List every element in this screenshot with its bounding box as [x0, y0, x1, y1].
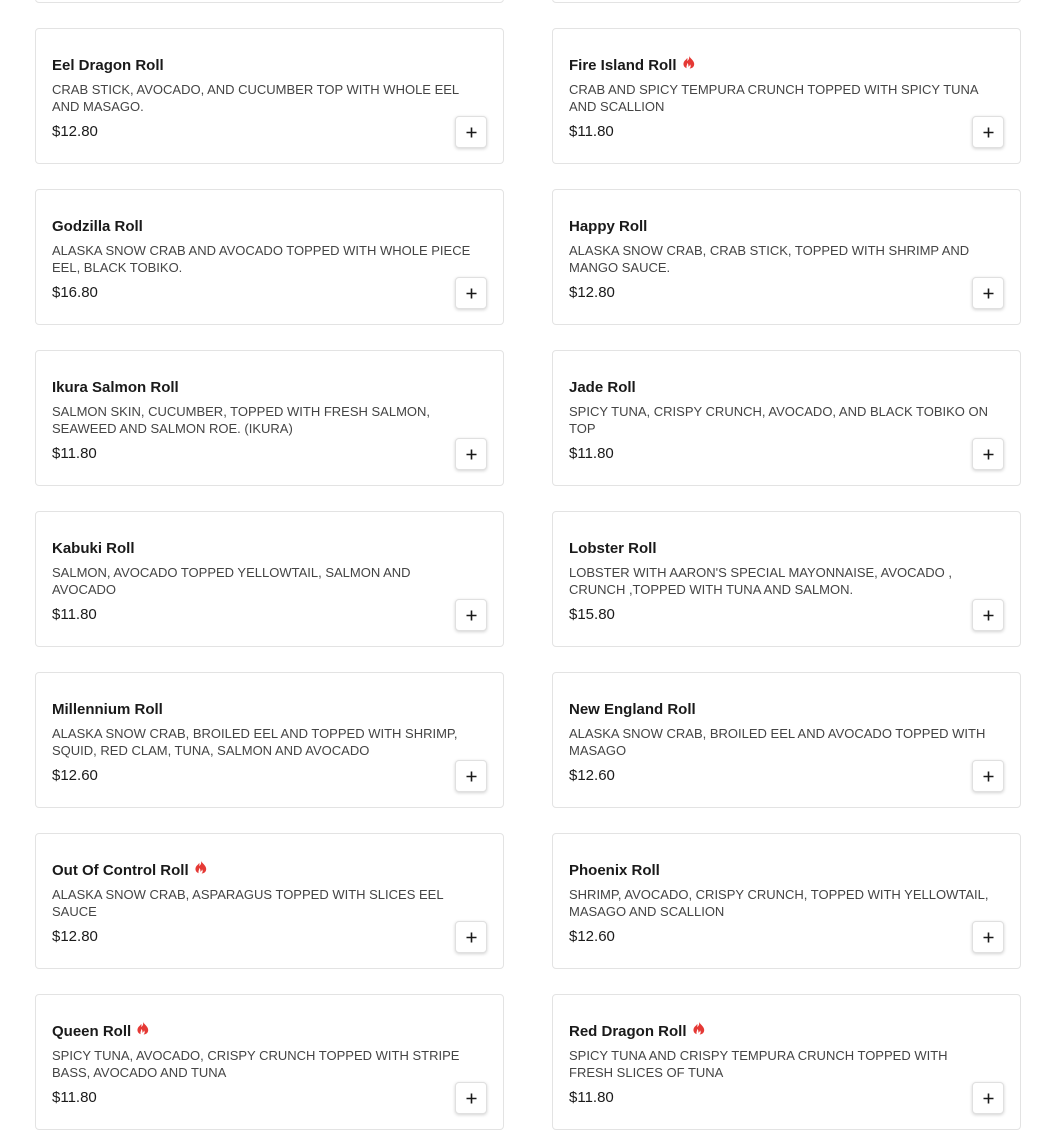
add-to-cart-button[interactable] — [972, 760, 1004, 792]
menu-item-name: Out Of Control Roll — [52, 861, 189, 879]
menu-item-card[interactable] — [552, 672, 1021, 808]
menu-item-title-row — [569, 55, 695, 75]
plus-icon — [466, 932, 477, 943]
plus-icon — [983, 610, 994, 621]
menu-item-price: $11.80 — [569, 1089, 614, 1106]
plus-icon — [466, 771, 477, 782]
add-to-cart-button[interactable] — [455, 1082, 487, 1114]
menu-item-price: $11.80 — [569, 445, 614, 462]
menu-item-name: Queen Roll — [52, 1022, 132, 1040]
add-to-cart-button[interactable] — [972, 599, 1004, 631]
spicy-flame-icon — [693, 1021, 705, 1035]
menu-item-card[interactable] — [35, 28, 504, 164]
menu-item-description: CRAB STICK, AVOCADO, AND CUCUMBER TOP WITH WHOLE EEL AND MASAGO. — [52, 82, 459, 114]
menu-item-description: ALASKA SNOW CRAB, ASPARAGUS TOPPED WITH SLICES EEL SAUCE — [52, 887, 444, 919]
menu-item-price: $12.80 — [569, 284, 615, 301]
plus-icon — [466, 449, 477, 460]
menu-item-name: Jade Roll — [569, 378, 636, 396]
spicy-flame-icon — [683, 55, 695, 69]
menu-item-title-row — [569, 699, 696, 719]
menu-item-name: Happy Roll — [569, 217, 648, 235]
menu-item-title-row — [569, 860, 660, 880]
menu-item-description: SALMON SKIN, CUCUMBER, TOPPED WITH FRESH SALMON, SEAWEED AND SALMON ROE. (IKURA) — [52, 404, 431, 436]
menu-item-name: Phoenix Roll — [569, 861, 660, 879]
menu-item-price: $12.60 — [569, 767, 615, 784]
menu-item-price: $11.80 — [52, 445, 97, 462]
menu-item-name: Red Dragon Roll — [569, 1022, 687, 1040]
add-to-cart-button[interactable] — [455, 438, 487, 470]
menu-item-price: $12.60 — [52, 767, 98, 784]
plus-icon — [466, 610, 477, 621]
menu-item-card[interactable] — [35, 994, 504, 1130]
plus-icon — [983, 771, 994, 782]
menu-item-price: $12.80 — [52, 928, 98, 945]
menu-item-card[interactable] — [35, 350, 504, 486]
add-to-cart-button[interactable] — [455, 599, 487, 631]
menu-item-name: Lobster Roll — [569, 539, 657, 557]
menu-item-title-row — [52, 699, 163, 719]
menu-item-title-row — [569, 1021, 705, 1041]
menu-item-description: LOBSTER WITH AARON'S SPECIAL MAYONNAISE, AVOCADO , CRUNCH ,TOPPED WITH TUNA AND SALMON. — [569, 565, 952, 597]
menu-item-price: $11.80 — [569, 123, 614, 140]
menu-item-price: $11.80 — [52, 606, 97, 623]
menu-item-name: New England Roll — [569, 700, 696, 718]
plus-icon — [466, 127, 477, 138]
plus-icon — [983, 1093, 994, 1104]
menu-item-price: $15.80 — [569, 606, 615, 623]
menu-item-name: Fire Island Roll — [569, 56, 677, 74]
add-to-cart-button[interactable] — [455, 921, 487, 953]
spicy-flame-icon — [195, 860, 207, 874]
menu-item-title-row — [569, 377, 636, 397]
spicy-flame-icon — [137, 1021, 149, 1035]
menu-item-title-row — [52, 55, 164, 75]
menu-item-description: ALASKA SNOW CRAB, CRAB STICK, TOPPED WITH SHRIMP AND MANGO SAUCE. — [569, 243, 970, 275]
plus-icon — [466, 288, 477, 299]
menu-item-description: SPICY TUNA, CRISPY CRUNCH, AVOCADO, AND BLACK TOBIKO ON TOP — [569, 404, 988, 436]
menu-item-card[interactable] — [35, 189, 504, 325]
menu-item-description: ALASKA SNOW CRAB, BROILED EEL AND TOPPED WITH SHRIMP, SQUID, RED CLAM, TUNA, SALMON AND AVOCADO — [52, 726, 458, 758]
menu-item-description: SHRIMP, AVOCADO, CRISPY CRUNCH, TOPPED WITH YELLOWTAIL, MASAGO AND SCALLION — [569, 887, 989, 919]
plus-icon — [466, 1093, 477, 1104]
menu-item-card[interactable] — [552, 994, 1021, 1130]
menu-item-description: SPICY TUNA, AVOCADO, CRISPY CRUNCH TOPPED WITH STRIPE BASS, AVOCADO AND TUNA — [52, 1048, 460, 1080]
menu-item-name: Millennium Roll — [52, 700, 163, 718]
menu-item-card[interactable] — [35, 672, 504, 808]
plus-icon — [983, 127, 994, 138]
menu-items-grid — [35, 0, 1021, 1130]
plus-icon — [983, 449, 994, 460]
menu-item-title-row — [569, 216, 647, 236]
menu-item-card[interactable] — [552, 28, 1021, 164]
menu-item-card[interactable] — [552, 833, 1021, 969]
menu-item-name: Ikura Salmon Roll — [52, 378, 179, 396]
menu-item-price: $16.80 — [52, 284, 98, 301]
add-to-cart-button[interactable] — [972, 277, 1004, 309]
menu-item-title-row — [569, 538, 657, 558]
menu-item-name: Eel Dragon Roll — [52, 56, 164, 74]
menu-item-description: ALASKA SNOW CRAB AND AVOCADO TOPPED WITH WHOLE PIECE EEL, BLACK TOBIKO. — [52, 243, 471, 275]
menu-item-title-row — [52, 377, 179, 397]
menu-item-card[interactable] — [552, 189, 1021, 325]
add-to-cart-button[interactable] — [972, 438, 1004, 470]
menu-item-title-row — [52, 538, 135, 558]
menu-item-name: Kabuki Roll — [52, 539, 135, 557]
menu-item-title-row — [52, 860, 207, 880]
menu-item-card[interactable] — [35, 0, 504, 3]
plus-icon — [983, 932, 994, 943]
menu-item-card[interactable] — [552, 511, 1021, 647]
add-to-cart-button[interactable] — [972, 116, 1004, 148]
menu-item-description: ALASKA SNOW CRAB, BROILED EEL AND AVOCADO TOPPED WITH MASAGO — [569, 726, 986, 758]
menu-item-price: $12.60 — [569, 928, 615, 945]
menu-item-title-row — [52, 216, 143, 236]
menu-item-card[interactable] — [35, 511, 504, 647]
menu-item-description: SPICY TUNA AND CRISPY TEMPURA CRUNCH TOPPED WITH FRESH SLICES OF TUNA — [569, 1048, 948, 1080]
plus-icon — [983, 288, 994, 299]
menu-item-description: CRAB AND SPICY TEMPURA CRUNCH TOPPED WITH SPICY TUNA AND SCALLION — [569, 82, 978, 114]
menu-item-card[interactable] — [552, 0, 1021, 3]
menu-item-description: SALMON, AVOCADO TOPPED YELLOWTAIL, SALMON AND AVOCADO — [52, 565, 411, 597]
menu-item-price: $11.80 — [52, 1089, 97, 1106]
add-to-cart-button[interactable] — [455, 116, 487, 148]
menu-item-name: Godzilla Roll — [52, 217, 143, 235]
menu-item-title-row — [52, 1021, 149, 1041]
menu-item-price: $12.80 — [52, 123, 98, 140]
add-to-cart-button[interactable] — [455, 277, 487, 309]
menu-item-card[interactable] — [35, 833, 504, 969]
add-to-cart-button[interactable] — [972, 1082, 1004, 1114]
add-to-cart-button[interactable] — [455, 760, 487, 792]
add-to-cart-button[interactable] — [972, 921, 1004, 953]
menu-item-card[interactable] — [552, 350, 1021, 486]
